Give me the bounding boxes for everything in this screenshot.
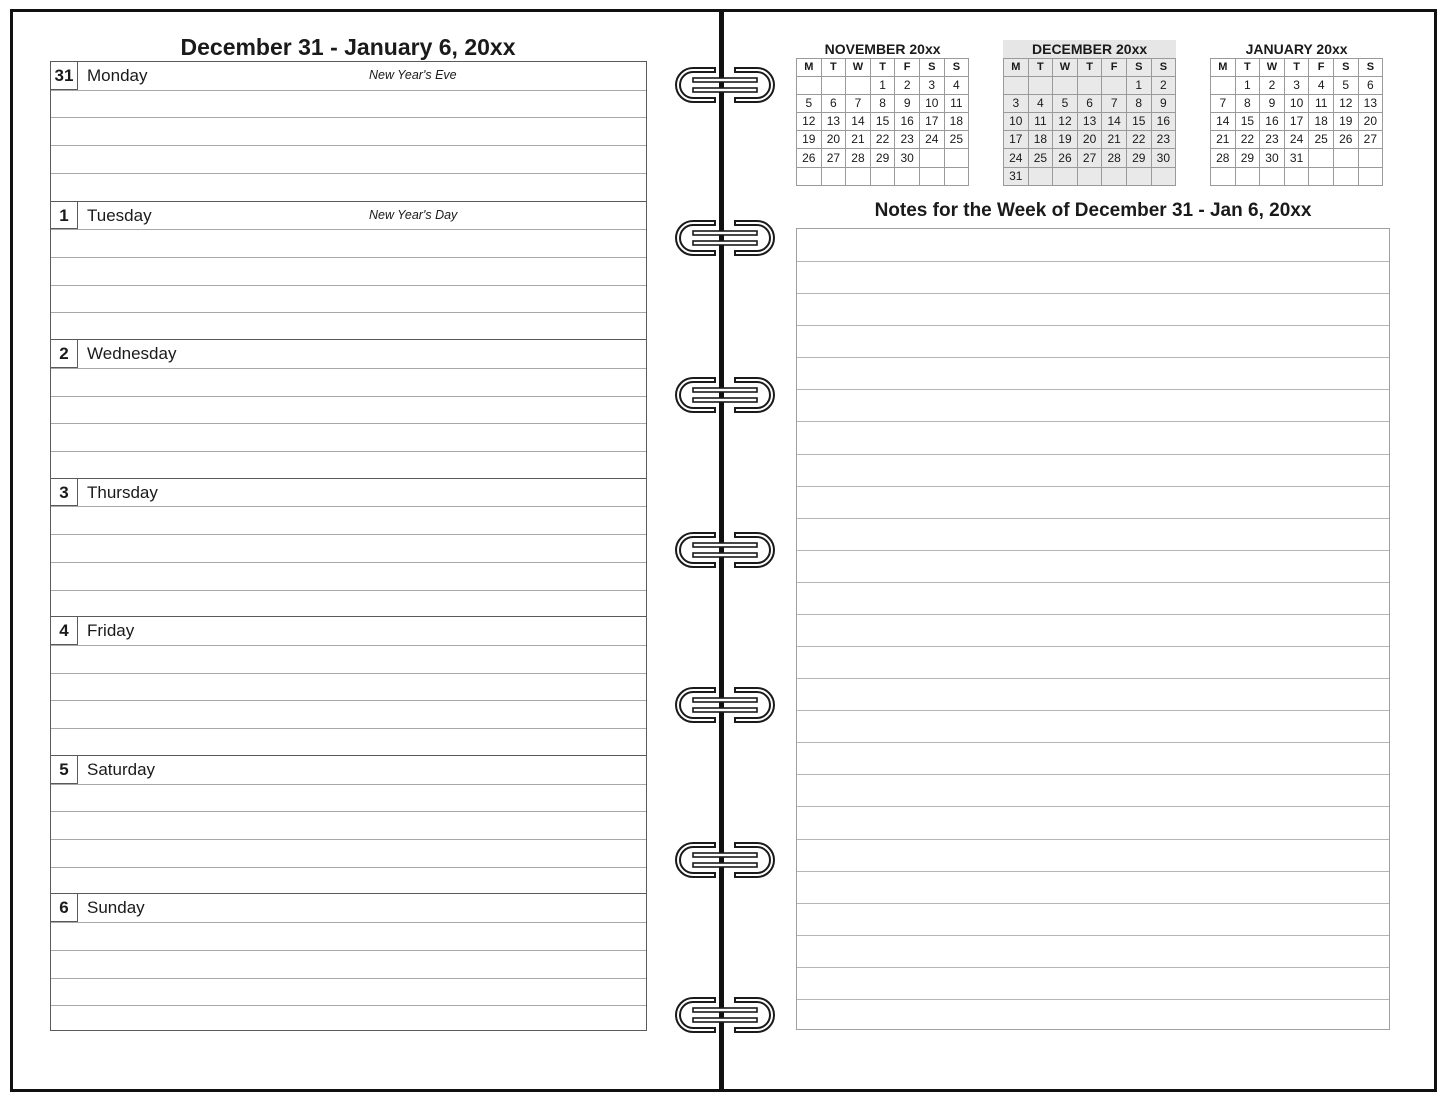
binder-ring-icon xyxy=(673,65,777,105)
writing-line[interactable] xyxy=(51,562,646,563)
weekday-label: S xyxy=(1333,59,1358,77)
note-line[interactable] xyxy=(797,935,1389,936)
calendar-day-cell: 2 xyxy=(1151,77,1176,95)
calendar-day-cell: 19 xyxy=(1333,113,1358,131)
calendar-day-cell: 21 xyxy=(1211,131,1236,149)
weekday-label: F xyxy=(895,59,920,77)
weekday-header-row xyxy=(1211,59,1383,77)
calendar-week-row xyxy=(1004,77,1176,95)
calendar-day-cell: 12 xyxy=(797,113,822,131)
calendar-day-cell: 4 xyxy=(1309,77,1334,95)
calendar-day-cell: 4 xyxy=(944,77,969,95)
calendar-day-cell: 23 xyxy=(1151,131,1176,149)
writing-line[interactable] xyxy=(51,173,646,174)
calendar-day-cell: 7 xyxy=(1211,95,1236,113)
calendar-day-cell: 23 xyxy=(1260,131,1285,149)
calendar-day-cell: 27 xyxy=(821,149,846,167)
writing-line[interactable] xyxy=(51,90,646,91)
writing-line[interactable] xyxy=(51,145,646,146)
calendar-day-cell xyxy=(846,167,871,185)
calendar-week-row xyxy=(1211,77,1383,95)
weekday-label: S xyxy=(919,59,944,77)
note-line[interactable] xyxy=(797,582,1389,583)
day-number: 2 xyxy=(51,340,78,368)
calendar-day-cell: 1 xyxy=(1126,77,1151,95)
calendar-day-cell: 20 xyxy=(1077,131,1102,149)
calendar-day-cell: 13 xyxy=(1077,113,1102,131)
weekday-label: W xyxy=(846,59,871,77)
calendar-week-row xyxy=(797,77,969,95)
day-name: Saturday xyxy=(87,759,156,779)
writing-line[interactable] xyxy=(51,645,646,646)
mini-calendar xyxy=(796,40,969,186)
calendar-day-cell: 5 xyxy=(797,95,822,113)
calendar-day-cell: 13 xyxy=(821,113,846,131)
weekday-label: S xyxy=(1126,59,1151,77)
writing-line[interactable] xyxy=(51,1005,646,1006)
calendar-day-cell: 5 xyxy=(1333,77,1358,95)
note-line[interactable] xyxy=(797,774,1389,775)
day-number: 3 xyxy=(51,479,78,507)
weekday-label: T xyxy=(821,59,846,77)
calendar-day-cell: 24 xyxy=(1004,149,1029,167)
day-number: 4 xyxy=(51,617,78,645)
calendar-day-cell: 18 xyxy=(944,113,969,131)
day-header xyxy=(51,617,646,645)
mini-calendar xyxy=(1210,40,1383,186)
calendar-day-cell: 27 xyxy=(1358,131,1383,149)
writing-line[interactable] xyxy=(51,728,646,729)
calendar-day-cell xyxy=(1235,167,1260,185)
calendar-day-cell: 29 xyxy=(870,149,895,167)
calendar-day-cell: 2 xyxy=(895,77,920,95)
calendar-week-row xyxy=(1004,167,1176,185)
day-header xyxy=(51,202,646,230)
calendar-day-cell: 18 xyxy=(1309,113,1334,131)
calendar-day-cell xyxy=(1151,167,1176,185)
calendar-day-cell xyxy=(1102,77,1127,95)
day-number: 6 xyxy=(51,894,78,922)
calendar-day-cell: 14 xyxy=(1102,113,1127,131)
weekday-label: S xyxy=(1151,59,1176,77)
binder-ring-icon xyxy=(673,375,777,415)
calendar-day-cell: 26 xyxy=(1333,131,1358,149)
weekday-label: T xyxy=(1284,59,1309,77)
weekday-header-row xyxy=(797,59,969,77)
calendar-week-row xyxy=(1211,95,1383,113)
writing-line[interactable] xyxy=(51,396,646,397)
calendar-day-cell: 19 xyxy=(797,131,822,149)
calendar-grid xyxy=(1210,58,1383,186)
calendar-day-cell: 26 xyxy=(797,149,822,167)
note-line[interactable] xyxy=(797,871,1389,872)
day-name: Sunday xyxy=(87,898,145,918)
calendar-day-cell xyxy=(1211,77,1236,95)
calendar-day-cell xyxy=(1004,77,1029,95)
weekday-label: M xyxy=(1004,59,1029,77)
calendar-day-cell: 10 xyxy=(919,95,944,113)
writing-line[interactable] xyxy=(51,673,646,674)
calendar-day-cell: 3 xyxy=(1004,95,1029,113)
weekday-label: W xyxy=(1260,59,1285,77)
daily-schedule xyxy=(50,61,647,1031)
writing-line[interactable] xyxy=(51,839,646,840)
calendar-day-cell: 15 xyxy=(1126,113,1151,131)
calendar-day-cell: 22 xyxy=(1126,131,1151,149)
weekday-label: M xyxy=(1211,59,1236,77)
calendar-week-row xyxy=(1004,149,1176,167)
calendar-day-cell: 29 xyxy=(1126,149,1151,167)
weekday-label: T xyxy=(1235,59,1260,77)
weekday-header-row xyxy=(1004,59,1176,77)
calendar-day-cell: 8 xyxy=(1235,95,1260,113)
calendar-day-cell: 16 xyxy=(1260,113,1285,131)
note-line[interactable] xyxy=(797,967,1389,968)
calendar-day-cell xyxy=(944,167,969,185)
note-line[interactable] xyxy=(797,742,1389,743)
calendar-week-row xyxy=(797,149,969,167)
calendar-day-cell: 16 xyxy=(1151,113,1176,131)
weekday-label: T xyxy=(1077,59,1102,77)
calendar-day-cell xyxy=(1077,77,1102,95)
calendar-grid xyxy=(796,58,969,186)
calendar-day-cell: 4 xyxy=(1028,95,1053,113)
calendar-day-cell: 14 xyxy=(1211,113,1236,131)
calendar-day-cell: 15 xyxy=(870,113,895,131)
day-header xyxy=(51,479,646,507)
calendar-day-cell: 7 xyxy=(1102,95,1127,113)
calendar-day-cell xyxy=(1284,167,1309,185)
day-header xyxy=(51,894,646,922)
day-header xyxy=(51,62,646,90)
calendar-day-cell: 22 xyxy=(870,131,895,149)
calendar-day-cell xyxy=(1333,167,1358,185)
calendar-day-cell: 20 xyxy=(821,131,846,149)
writing-line[interactable] xyxy=(51,285,646,286)
calendar-day-cell: 30 xyxy=(895,149,920,167)
calendar-day-cell: 21 xyxy=(1102,131,1127,149)
weekday-label: W xyxy=(1053,59,1078,77)
calendar-day-cell: 31 xyxy=(1284,149,1309,167)
writing-line[interactable] xyxy=(51,423,646,424)
calendar-week-row xyxy=(1004,113,1176,131)
binder-ring-icon xyxy=(673,685,777,725)
calendar-day-cell xyxy=(1260,167,1285,185)
calendar-month-title: NOVEMBER 20xx xyxy=(824,41,941,57)
binder-ring-icon xyxy=(673,995,777,1035)
writing-line[interactable] xyxy=(51,257,646,258)
calendar-day-cell: 10 xyxy=(1004,113,1029,131)
day-header xyxy=(51,756,646,784)
calendar-day-cell: 19 xyxy=(1053,131,1078,149)
calendar-day-cell: 26 xyxy=(1053,149,1078,167)
day-name: Friday xyxy=(87,621,135,641)
calendar-month-title: DECEMBER 20xx xyxy=(1003,40,1176,58)
note-line[interactable] xyxy=(797,518,1389,519)
calendar-day-cell xyxy=(1077,167,1102,185)
day-name: Wednesday xyxy=(87,344,177,364)
day-number: 31 xyxy=(51,62,78,90)
calendar-day-cell: 2 xyxy=(1260,77,1285,95)
calendar-day-cell: 28 xyxy=(1102,149,1127,167)
holiday-label: New Year's Eve xyxy=(369,68,457,82)
note-line[interactable] xyxy=(797,261,1389,262)
calendar-day-cell xyxy=(1358,167,1383,185)
calendar-day-cell: 9 xyxy=(1151,95,1176,113)
calendar-day-cell: 18 xyxy=(1028,131,1053,149)
calendar-day-cell: 28 xyxy=(1211,149,1236,167)
calendar-day-cell xyxy=(1028,77,1053,95)
day-number: 1 xyxy=(51,202,78,230)
day-block xyxy=(51,893,646,1032)
calendar-day-cell: 25 xyxy=(1309,131,1334,149)
calendar-day-cell: 8 xyxy=(870,95,895,113)
calendar-day-cell: 11 xyxy=(944,95,969,113)
calendar-day-cell: 12 xyxy=(1053,113,1078,131)
day-name: Monday xyxy=(87,66,148,85)
calendar-week-row xyxy=(797,95,969,113)
calendar-day-cell xyxy=(919,167,944,185)
writing-line[interactable] xyxy=(51,867,646,868)
calendar-day-cell xyxy=(919,149,944,167)
note-line[interactable] xyxy=(797,646,1389,647)
calendar-day-cell: 31 xyxy=(1004,167,1029,185)
writing-line[interactable] xyxy=(51,506,646,507)
day-block xyxy=(51,478,646,617)
note-line[interactable] xyxy=(797,454,1389,455)
calendar-day-cell: 5 xyxy=(1053,95,1078,113)
calendar-day-cell: 1 xyxy=(870,77,895,95)
note-line[interactable] xyxy=(797,710,1389,711)
calendar-day-cell xyxy=(797,77,822,95)
calendar-day-cell: 13 xyxy=(1358,95,1383,113)
note-line[interactable] xyxy=(797,293,1389,294)
note-line[interactable] xyxy=(797,486,1389,487)
writing-line[interactable] xyxy=(51,451,646,452)
note-line[interactable] xyxy=(797,614,1389,615)
writing-line[interactable] xyxy=(51,534,646,535)
weekday-label: F xyxy=(1102,59,1127,77)
calendar-week-row xyxy=(1004,95,1176,113)
writing-line[interactable] xyxy=(51,590,646,591)
writing-line[interactable] xyxy=(51,368,646,369)
calendar-week-row xyxy=(1211,113,1383,131)
calendar-day-cell: 6 xyxy=(1077,95,1102,113)
writing-line[interactable] xyxy=(51,312,646,313)
writing-line[interactable] xyxy=(51,978,646,979)
calendar-day-cell: 15 xyxy=(1235,113,1260,131)
weekday-label: F xyxy=(1309,59,1334,77)
calendar-day-cell: 27 xyxy=(1077,149,1102,167)
calendar-week-row xyxy=(1211,149,1383,167)
calendar-day-cell: 7 xyxy=(846,95,871,113)
calendar-day-cell: 22 xyxy=(1235,131,1260,149)
calendar-day-cell: 30 xyxy=(1151,149,1176,167)
writing-line[interactable] xyxy=(51,950,646,951)
calendar-day-cell: 9 xyxy=(895,95,920,113)
weekday-label: T xyxy=(1028,59,1053,77)
note-line[interactable] xyxy=(797,999,1389,1000)
calendar-day-cell xyxy=(846,77,871,95)
calendar-day-cell: 23 xyxy=(895,131,920,149)
week-title: December 31 - January 6, 20xx xyxy=(180,34,516,60)
calendar-day-cell xyxy=(1333,149,1358,167)
writing-line[interactable] xyxy=(51,700,646,701)
calendar-day-cell: 6 xyxy=(821,95,846,113)
calendar-day-cell: 11 xyxy=(1028,113,1053,131)
calendar-day-cell: 24 xyxy=(1284,131,1309,149)
calendar-day-cell: 11 xyxy=(1309,95,1334,113)
weekday-label: S xyxy=(1358,59,1383,77)
notes-area[interactable] xyxy=(796,228,1390,1030)
calendar-day-cell: 16 xyxy=(895,113,920,131)
calendar-day-cell: 25 xyxy=(944,131,969,149)
note-line[interactable] xyxy=(797,421,1389,422)
calendar-grid xyxy=(1003,58,1176,186)
weekday-label: M xyxy=(797,59,822,77)
calendar-day-cell xyxy=(944,149,969,167)
note-line[interactable] xyxy=(797,903,1389,904)
calendar-week-row xyxy=(797,113,969,131)
calendar-week-row xyxy=(797,131,969,149)
calendar-day-cell xyxy=(821,77,846,95)
writing-line[interactable] xyxy=(51,229,646,230)
calendar-day-cell xyxy=(1126,167,1151,185)
calendar-week-row xyxy=(1211,167,1383,185)
calendar-day-cell xyxy=(1309,149,1334,167)
day-number: 5 xyxy=(51,756,78,784)
calendar-week-row xyxy=(1004,131,1176,149)
weekday-label: T xyxy=(870,59,895,77)
note-line[interactable] xyxy=(797,357,1389,358)
calendar-day-cell: 24 xyxy=(919,131,944,149)
calendar-day-cell xyxy=(1053,167,1078,185)
writing-line[interactable] xyxy=(51,811,646,812)
calendar-day-cell: 17 xyxy=(919,113,944,131)
day-header xyxy=(51,340,646,368)
binder-ring-icon xyxy=(673,218,777,258)
calendar-month-title: JANUARY 20xx xyxy=(1245,41,1348,57)
notes-title: Notes for the Week of December 31 - Jan 6, 20xx xyxy=(874,200,1312,221)
mini-calendar xyxy=(1003,40,1176,186)
calendar-day-cell xyxy=(1358,149,1383,167)
binder-ring-icon xyxy=(673,840,777,880)
weekday-label: S xyxy=(944,59,969,77)
day-block xyxy=(51,616,646,755)
calendar-day-cell: 30 xyxy=(1260,149,1285,167)
calendar-week-row xyxy=(1211,131,1383,149)
calendar-day-cell xyxy=(870,167,895,185)
calendar-day-cell xyxy=(1211,167,1236,185)
calendar-day-cell xyxy=(895,167,920,185)
calendar-day-cell: 10 xyxy=(1284,95,1309,113)
calendar-day-cell: 14 xyxy=(846,113,871,131)
writing-line[interactable] xyxy=(51,117,646,118)
writing-line[interactable] xyxy=(51,784,646,785)
note-line[interactable] xyxy=(797,389,1389,390)
calendar-day-cell xyxy=(797,167,822,185)
calendar-day-cell xyxy=(1309,167,1334,185)
calendar-day-cell: 25 xyxy=(1028,149,1053,167)
calendar-day-cell: 3 xyxy=(919,77,944,95)
calendar-day-cell: 17 xyxy=(1284,113,1309,131)
calendar-day-cell: 8 xyxy=(1126,95,1151,113)
day-name: Thursday xyxy=(87,482,158,502)
day-block xyxy=(51,201,646,340)
calendar-day-cell: 29 xyxy=(1235,149,1260,167)
day-block xyxy=(51,339,646,478)
calendar-day-cell xyxy=(821,167,846,185)
day-name: Tuesday xyxy=(87,205,152,225)
calendar-day-cell: 12 xyxy=(1333,95,1358,113)
calendar-day-cell: 3 xyxy=(1284,77,1309,95)
note-line[interactable] xyxy=(797,839,1389,840)
calendar-day-cell xyxy=(1102,167,1127,185)
day-block xyxy=(51,755,646,894)
calendar-day-cell: 17 xyxy=(1004,131,1029,149)
calendar-day-cell: 1 xyxy=(1235,77,1260,95)
holiday-label: New Year's Day xyxy=(369,207,458,222)
calendar-day-cell: 21 xyxy=(846,131,871,149)
binder-ring-icon xyxy=(673,530,777,570)
calendar-week-row xyxy=(797,167,969,185)
calendar-day-cell: 20 xyxy=(1358,113,1383,131)
calendar-day-cell: 9 xyxy=(1260,95,1285,113)
calendar-day-cell: 6 xyxy=(1358,77,1383,95)
calendar-day-cell: 28 xyxy=(846,149,871,167)
note-line[interactable] xyxy=(797,806,1389,807)
writing-line[interactable] xyxy=(51,922,646,923)
calendar-day-cell xyxy=(1053,77,1078,95)
note-line[interactable] xyxy=(797,678,1389,679)
note-line[interactable] xyxy=(797,325,1389,326)
calendar-day-cell xyxy=(1028,167,1053,185)
note-line[interactable] xyxy=(797,550,1389,551)
day-block xyxy=(51,62,646,201)
